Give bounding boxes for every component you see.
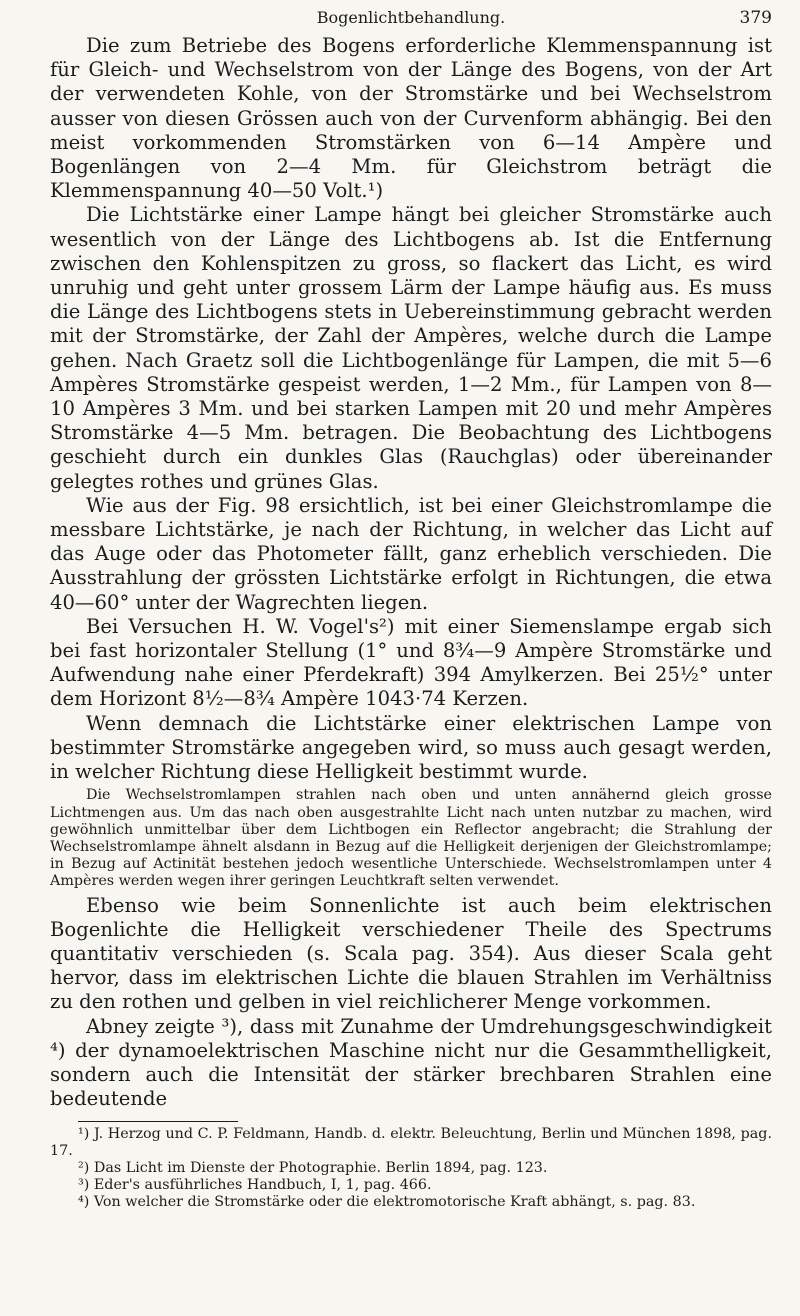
footnote: ³) Eder's ausführliches Handbuch, I, 1, pag. 466. xyxy=(78,1177,432,1194)
running-title: Bogenlichtbehandlung. xyxy=(316,8,506,27)
small-print-note xyxy=(50,787,772,890)
paragraph: Ebenso wie beim Sonnenlichte ist auch beim elektrischen Bogenlichte die Helligkeit verschiedener Theile des Spectrums quantitativ verschieden (s. Scala pag. 354). Aus dieser Scala geht hervor, dass im elektrischen Lichte die blauen Strahlen im Verhältniss zu den rothen und gelben in viel reichlicherer Menge vorkommen. xyxy=(50,893,772,1014)
paragraph: Die zum Betriebe des Bogens erforderliche Klemmenspannung ist für Gleich- und Wechselstrom von der Länge des Bogens, von der Art der verwendeten Kohle, von der Stromstärke und bei Wechselstrom ausser von diesen Grössen auch von der Curvenform abhängig. Bei den meist vorkommenden Stromstärken von 6—14 Ampère und Bogenlängen von 2—4 Mm. für Gleichstrom beträgt die Klemmenspannung 40—50 Volt.¹) xyxy=(50,34,772,203)
paragraph: Die Lichtstärke einer Lampe hängt bei gleicher Stromstärke auch wesentlich von der Länge des Lichtbogens ab. Ist die Entfernung zwischen den Kohlenspitzen zu gross, so flackert das Licht, es wird unruhig und geht unter grossem Lärm der Lampe häufig aus. Es muss die Länge des Lichtbogens stets in Uebereinstimmung gebracht werden mit der Stromstärke, der Zahl der Ampères, welche durch die Lampe gehen. Nach Graetz soll die Lichtbogenlänge für Lampen, die mit 5—6 Ampères Stromstärke gespeist werden, 1—2 Mm., für Lampen von 8—10 Ampères 3 Mm. und bei starken Lampen mit 20 und mehr Ampères Stromstärke 4—5 Mm. betragen. Die Beobachtung des Lichtbogens geschieht durch ein dunkles Glas (Rauchglas) oder übereinander gelegtes rothes und grünes Glas. xyxy=(50,203,772,493)
footnote: ⁴) Von welcher die Stromstärke oder die elektromotorische Kraft abhängt, s. pag. 83. xyxy=(78,1194,696,1211)
main-text xyxy=(50,34,772,784)
footnotes xyxy=(50,1126,772,1211)
main-text-continued xyxy=(50,894,772,1112)
paragraph: Bei Versuchen H. W. Vogel's²) mit einer Siemenslampe ergab sich bei fast horizontaler Stellung (1° und 8¾—9 Ampère Stromstärke und Aufwendung nahe einer Pferdekraft) 394 Amylkerzen. Bei 25½° unter dem Horizont 8½—8¾ Ampère 1043·74 Kerzen. xyxy=(50,614,772,711)
page-number: 379 xyxy=(739,8,772,28)
running-header xyxy=(50,8,772,34)
paragraph: Wie aus der Fig. 98 ersichtlich, ist bei einer Gleichstromlampe die messbare Lichtstärke, je nach der Richtung, in welcher das Licht auf das Auge oder das Photometer fällt, ganz erheblich verschieden. Die Ausstrahlung der grössten Lichtstärke erfolgt in Richtungen, die etwa 40—60° unter der Wagrechten liegen. xyxy=(50,493,772,614)
footnote: ²) Das Licht im Dienste der Photographie. Berlin 1894, pag. 123. xyxy=(78,1160,548,1177)
paragraph: Abney zeigte ³), dass mit Zunahme der Umdrehungsgeschwindigkeit ⁴) der dynamoelektrischen Maschine nicht nur die Gesammthelligkeit, sondern auch die Intensität der stärker brechbaren Strahlen eine bedeutende xyxy=(50,1014,772,1111)
paragraph: Wenn demnach die Lichtstärke einer elektrischen Lampe von bestimmter Stromstärke angegeben wird, so muss auch gesagt werden, in welcher Richtung diese Helligkeit bestimmt wurde. xyxy=(50,711,772,784)
small-paragraph: Die Wechselstromlampen strahlen nach oben und unten annähernd gleich grosse Lichtmengen aus. Um das nach oben ausgestrahlte Licht nach unten nutzbar zu machen, wird gewöhnlich unmittelbar über dem Lichtbogen ein Reflector angebracht; die Strahlung der Wechselstromlampe ähnelt alsdann in Bezug auf die Helligkeit derjenigen der Gleichstromlampe; in Bezug auf Actinität bestehen jedoch wesentliche Unterschiede. Wechselstromlampen unter 4 Ampères werden wegen ihrer geringen Leuchtkraft selten verwendet. xyxy=(50,787,772,890)
footnote: ¹) J. Herzog und C. P. Feldmann, Handb. d. elektr. Beleuchtung, Berlin und München 1898, pag. 17. xyxy=(50,1126,772,1160)
footnote-rule xyxy=(78,1121,238,1122)
